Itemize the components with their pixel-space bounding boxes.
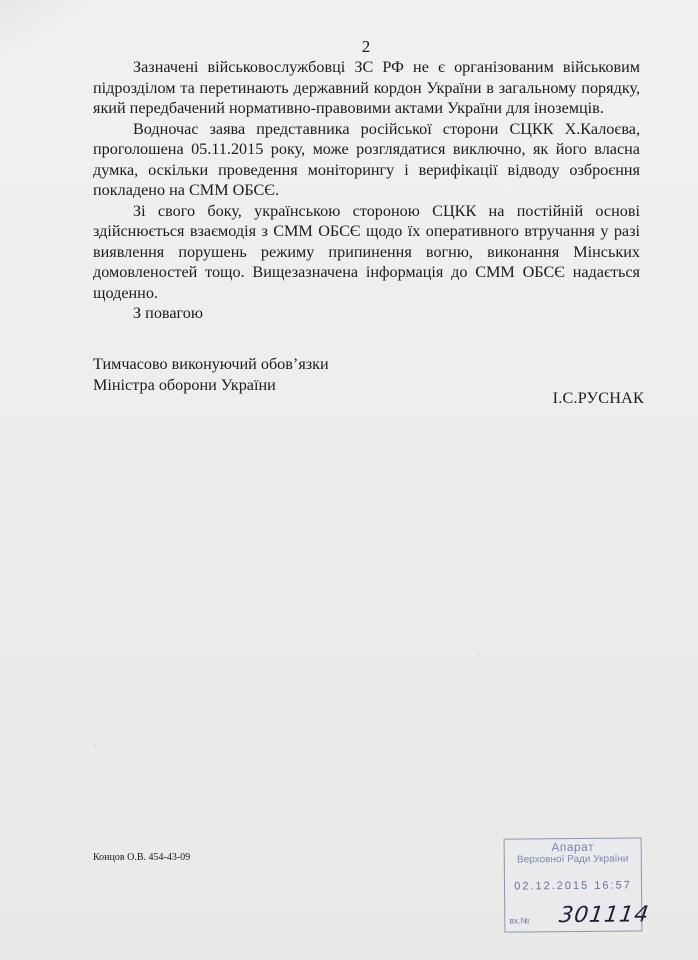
letter-body [93,57,640,303]
stamp-org: Апарат [551,839,595,855]
scan-smudge [94,743,97,746]
signatory-position-line2: Міністра оборони України [93,375,276,394]
page-number: 2 [361,37,371,56]
signatory-name: І.С.РУСНАК [552,389,644,407]
closing-phrase: З повагою [133,304,203,322]
stamp-date: 02.12.2015 16:57 [514,879,632,893]
scan-smudge [478,653,480,655]
paragraph-3: Зі свого боку, українською стороною СЦКК на постійній основі здійснюється взаємодія з СММ ОБСЄ щодо їх оперативного втручання у разі виявлення порушень режиму припинення вогню, виконання Мінських домовленостей тощо. Вищезазначена інформація до СММ ОБСЄ надається щоденно. [93,201,640,302]
registration-stamp [504,837,651,932]
signatory-position-line1: Тимчасово виконуючий обов’язки [93,355,329,373]
signatory-position [93,354,329,395]
stamp-org-full: Верховної Ради України [516,853,629,866]
scan-smudge [330,708,332,710]
stamp-reg-number: 301114 [557,902,651,929]
paragraph-2: Водночас заява представника російської сторони СЦКК Х.Калоєва, проголошена 05.11.2015 року, може розглядатися виключно, як його власна думка, оскільки проведення моніторингу і верифікації відводу озброєння покладено на СММ ОБСЄ. [93,119,640,199]
stamp-reg-label: вх.№ [509,915,530,926]
executor-contact: Концов О.В. 454-43-09 [93,852,191,863]
paragraph-1: Зазначені військовослужбовці ЗС РФ не є організованим військовим підрозділом та перетинають державний кордон України в загальному порядку, який передбачений нормативно-правовими актами України для іноземців. [93,58,640,117]
